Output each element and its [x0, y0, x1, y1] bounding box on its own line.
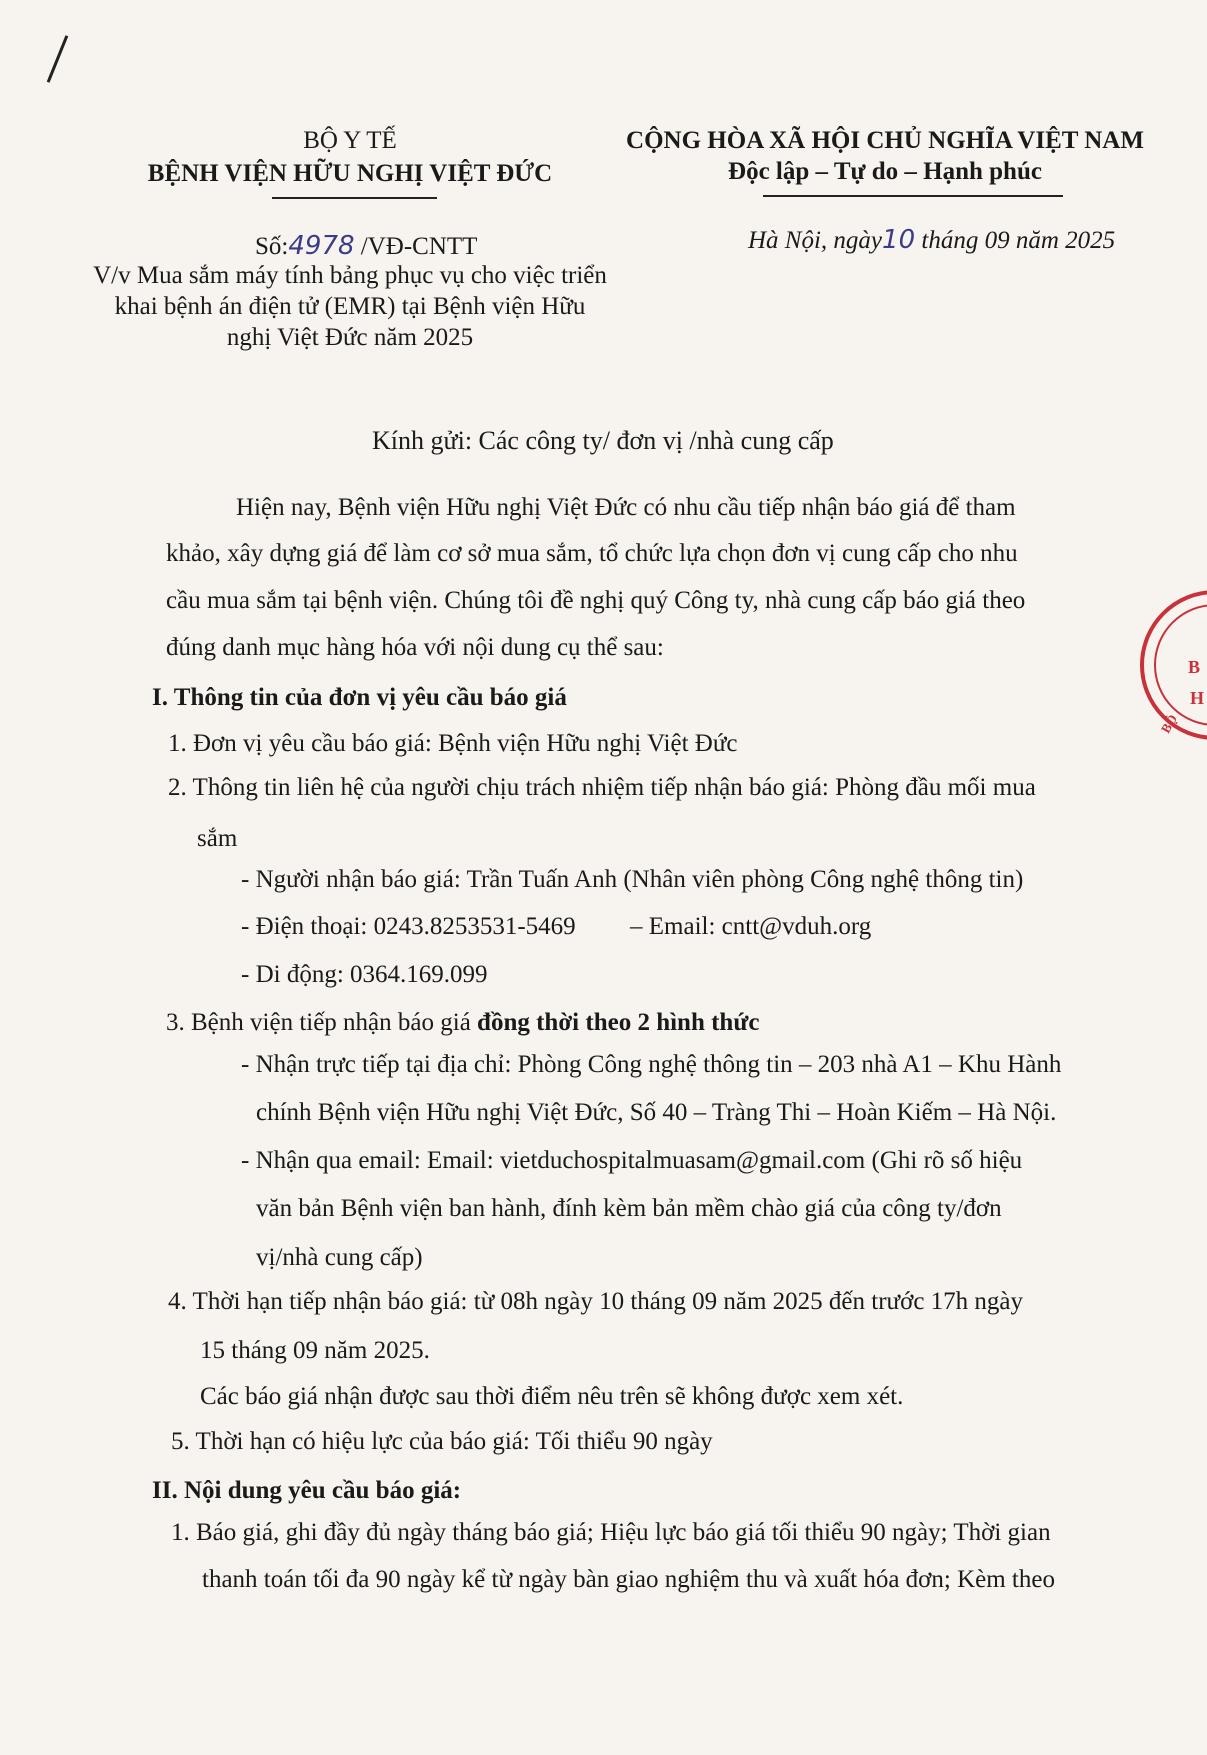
section-2-item-1-line-1: 1. Báo giá, ghi đầy đủ ngày tháng báo giá; Hiệu lực báo giá tối thiểu 90 ngày; Thời gian — [171, 1519, 1051, 1546]
section-1-item-4-line-1: 4. Thời hạn tiếp nhận báo giá: từ 08h ngày 10 tháng 09 năm 2025 đến trước 17h ngày — [168, 1288, 1024, 1315]
section-2-title: II. Nội dung yêu cầu báo giá: — [152, 1477, 462, 1504]
header-left-underline — [272, 197, 437, 199]
subject-line-1: V/v Mua sắm máy tính bảng phục vụ cho việc triển — [93, 262, 607, 289]
date-day-handwritten: 10 — [882, 225, 916, 255]
receiver-line: - Người nhận báo giá: Trần Tuấn Anh (Nhân viên phòng Công nghệ thông tin) — [241, 866, 1024, 893]
hospital-name: BỆNH VIỆN HỮU NGHỊ VIỆT ĐỨC — [147, 160, 553, 187]
pen-mark — [47, 35, 69, 82]
salutation: Kính gửi: Các công ty/ đơn vị /nhà cung cấp — [372, 426, 834, 455]
date-suffix: tháng 09 năm 2025 — [921, 227, 1116, 254]
stamp-letter-2: H — [1190, 688, 1205, 708]
section-1-item-3 — [166, 1010, 759, 1035]
subject-line-3: nghị Việt Đức năm 2025 — [226, 324, 474, 351]
date-prefix: Hà Nội, ngày — [748, 227, 883, 254]
item-3-prefix: 3. Bệnh viện tiếp nhận báo giá — [166, 1009, 478, 1036]
intro-line-4: đúng danh mục hàng hóa với nội dung cụ thể sau: — [166, 634, 664, 661]
stamp-letter-3: BỘ — [1157, 711, 1181, 736]
direct-address-line-2: chính Bệnh viện Hữu nghị Việt Đức, Số 40 – Tràng Thi – Hoàn Kiếm – Hà Nội. — [256, 1099, 1057, 1126]
country-name: CỘNG HÒA XÃ HỘI CHỦ NGHĨA VIỆT NAM — [626, 127, 1144, 154]
section-1-item-2-line-2: sắm — [197, 825, 238, 852]
mobile-line: - Di động: 0364.169.099 — [241, 961, 488, 988]
header-right-underline — [763, 195, 1063, 197]
direct-address-line-1: - Nhận trực tiếp tại địa chỉ: Phòng Công nghệ thông tin – 203 nhà A1 – Khu Hành — [241, 1051, 1062, 1078]
intro-line-2: khảo, xây dựng giá để làm cơ sở mua sắm, tổ chức lựa chọn đơn vị cung cấp cho nhu — [166, 540, 1018, 567]
section-1-item-4-line-2: 15 tháng 09 năm 2025. — [200, 1337, 430, 1364]
number-handwritten: 4978 — [288, 231, 355, 261]
number-prefix: Số: — [255, 233, 289, 260]
document-number — [255, 231, 477, 261]
issue-date — [748, 225, 1115, 255]
national-motto: Độc lập – Tự do – Hạnh phúc — [728, 158, 1042, 185]
email-submission-line-3: vị/nhà cung cấp) — [256, 1244, 423, 1271]
item-3-bold: đồng thời theo 2 hình thức — [477, 1009, 760, 1036]
subject-line-2: khai bệnh án điện tử (EMR) tại Bệnh viện Hữu — [114, 293, 586, 320]
phone-line: - Điện thoại: 0243.8253531-5469 — [241, 913, 576, 940]
section-1-item-4-note: Các báo giá nhận được sau thời điểm nêu trên sẽ không được xem xét. — [200, 1383, 904, 1410]
intro-line-3: cầu mua sắm tại bệnh viện. Chúng tôi đề nghị quý Công ty, nhà cung cấp báo giá theo — [166, 587, 1026, 614]
section-2-item-1-line-2: thanh toán tối đa 90 ngày kể từ ngày bàn giao nghiệm thu và xuất hóa đơn; Kèm theo — [202, 1566, 1055, 1593]
intro-line-1: Hiện nay, Bệnh viện Hữu nghị Việt Đức có nhu cầu tiếp nhận báo giá để tham — [236, 494, 1016, 521]
section-1-item-1: 1. Đơn vị yêu cầu báo giá: Bệnh viện Hữu nghị Việt Đức — [168, 730, 738, 757]
section-1-item-2-line-1: 2. Thông tin liên hệ của người chịu trách nhiệm tiếp nhận báo giá: Phòng đầu mối mua — [168, 774, 1036, 801]
email-contact: – Email: cntt@vduh.org — [630, 913, 872, 940]
section-1-title: I. Thông tin của đơn vị yêu cầu báo giá — [152, 684, 567, 711]
stamp-letter-1: B — [1188, 657, 1201, 677]
ministry-name: BỘ Y TẾ — [303, 127, 397, 154]
email-submission-line-1: - Nhận qua email: Email: vietduchospitalmuasam@gmail.com (Ghi rõ số hiệu — [241, 1147, 1023, 1174]
email-submission-line-2: văn bản Bệnh viện ban hành, đính kèm bản mềm chào giá của công ty/đơn — [256, 1195, 1002, 1222]
number-suffix: /VĐ-CNTT — [360, 233, 478, 260]
section-1-item-5: 5. Thời hạn có hiệu lực của báo giá: Tối thiểu 90 ngày — [171, 1428, 713, 1455]
